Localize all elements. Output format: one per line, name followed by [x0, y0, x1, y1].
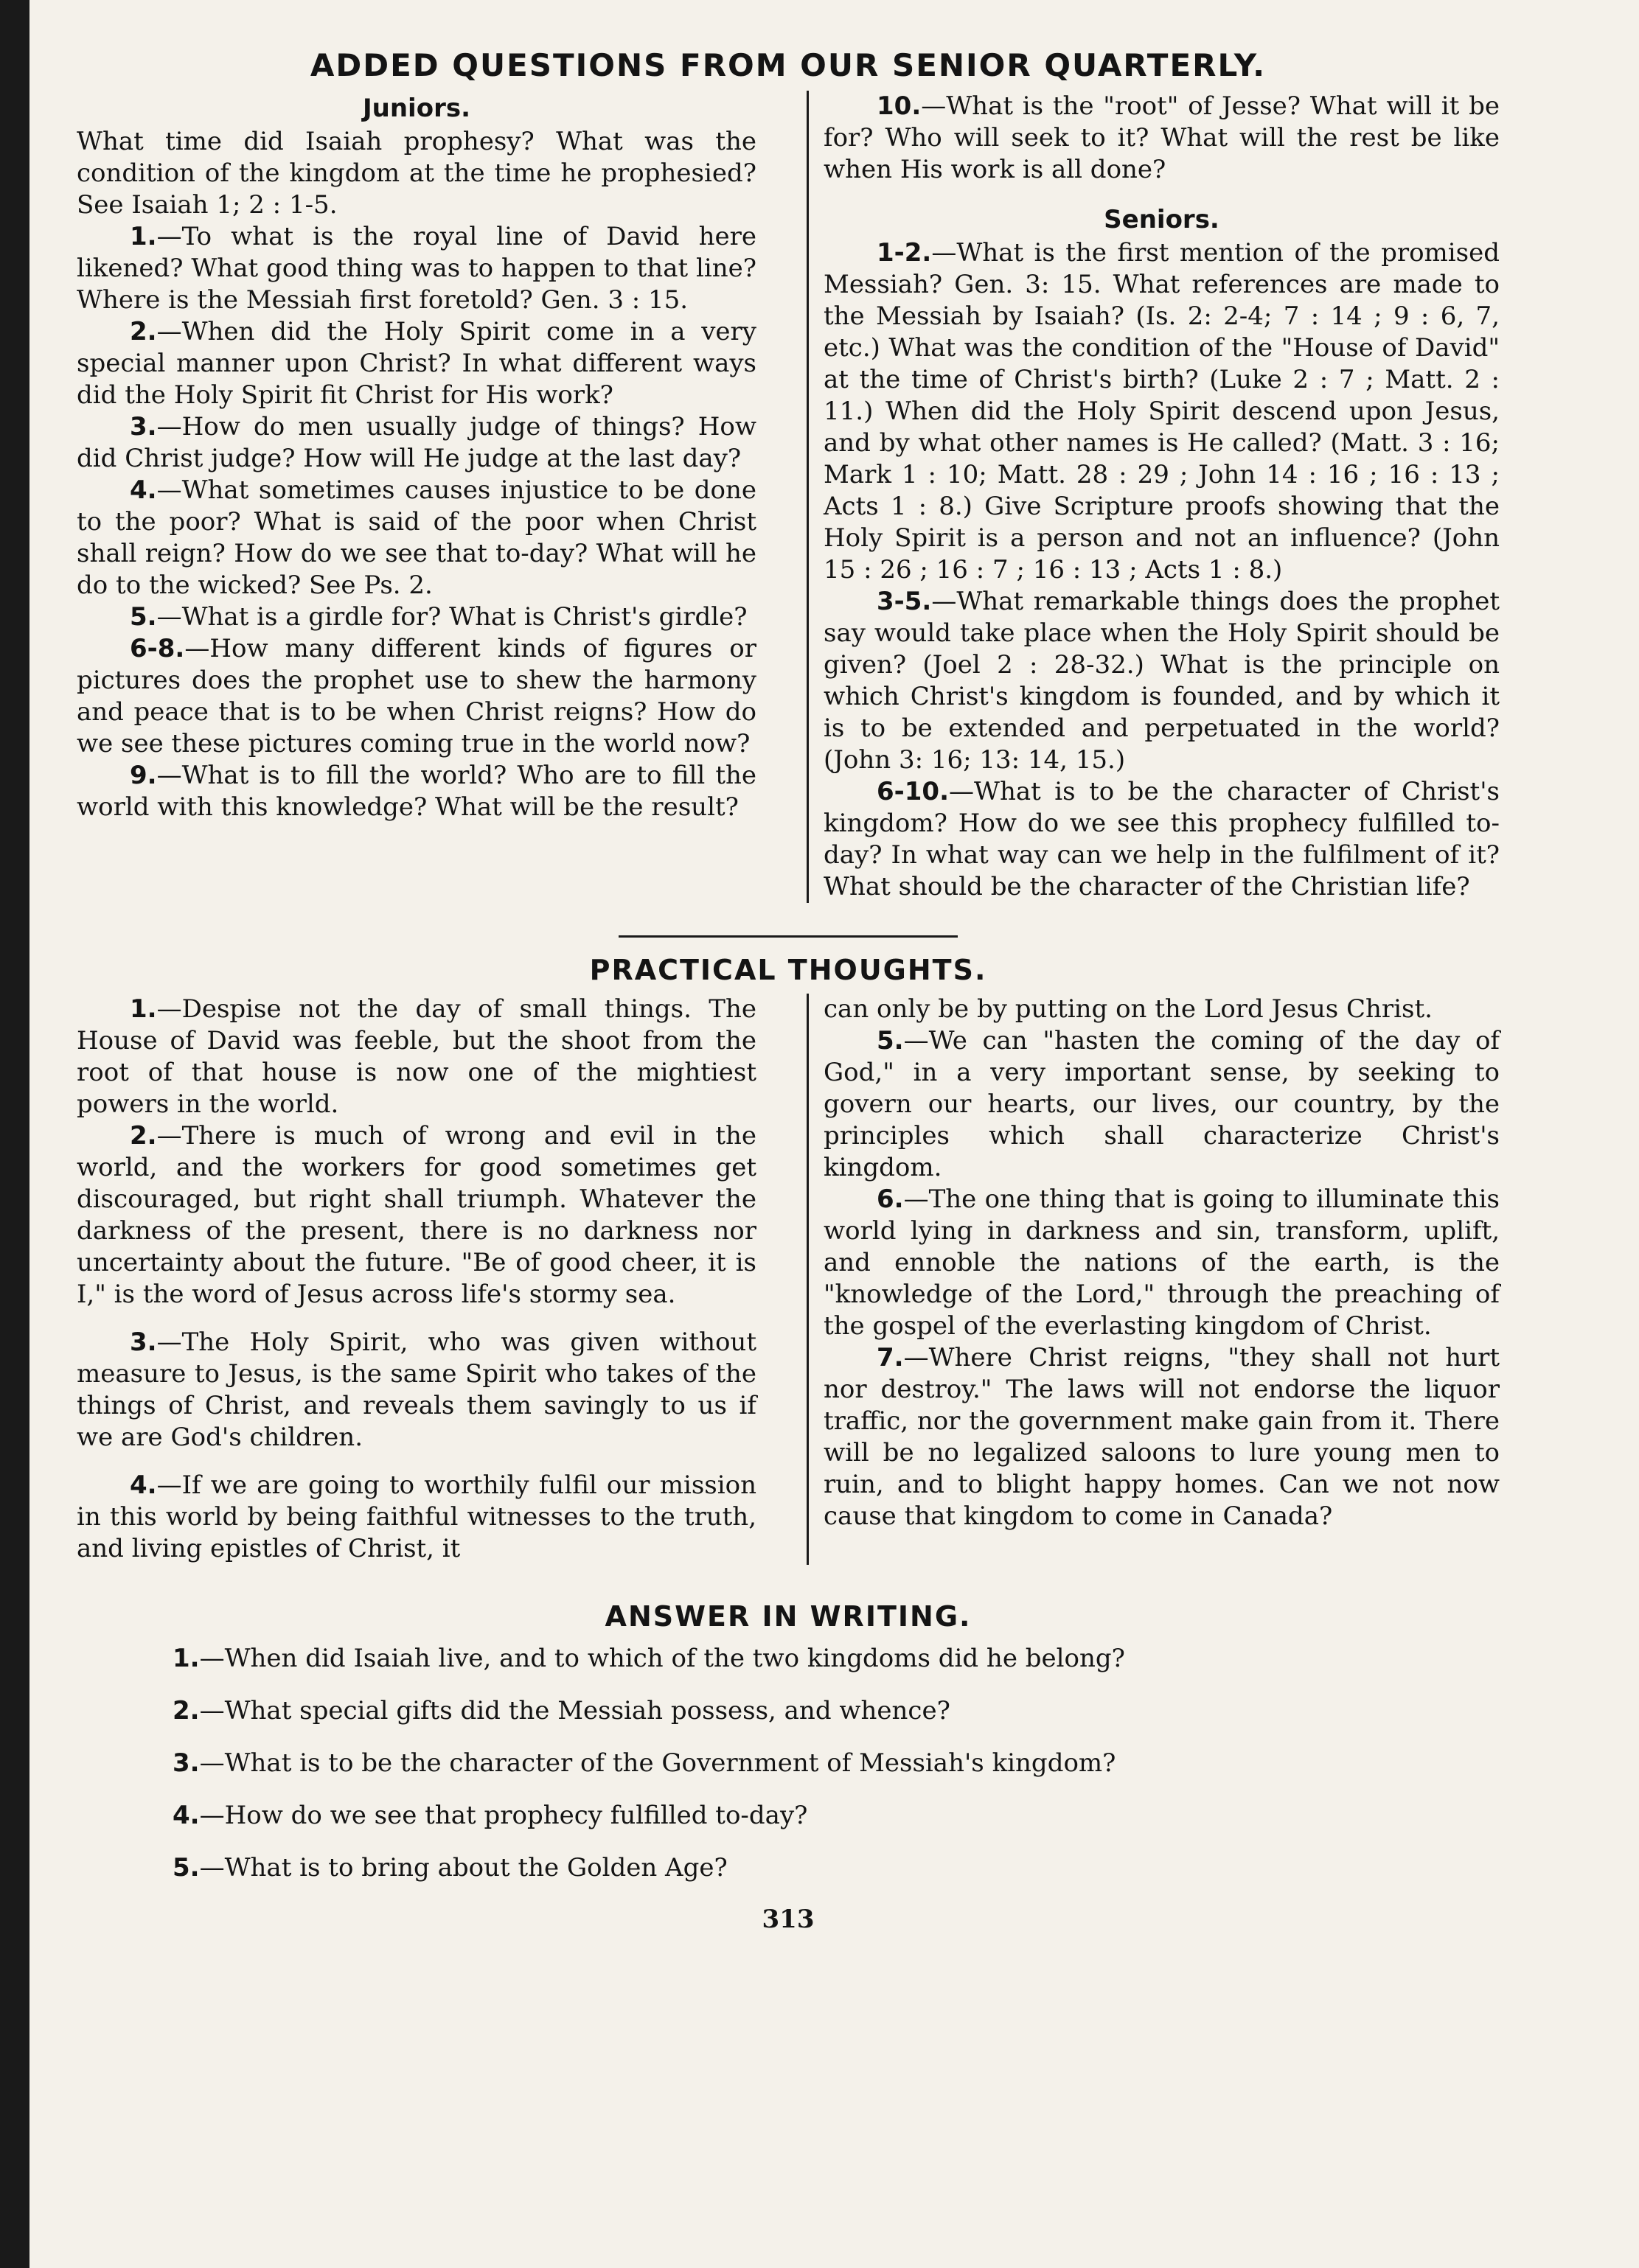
practical-thought-4-continued: can only be by putting on the Lord Jesus Christ. [824, 994, 1433, 1024]
juniors-q1: 1.—To what is the royal line of David here likened? What good thing was to happen to that line? Where is the Messiah first foretold? Gen. 3 : 15. [77, 222, 756, 315]
practical-thought-4: 4.—If we are going to worthily fulfil our mission in this world by being faithful witnesses to the truth, and living epistles of Christ, it [77, 1470, 756, 1563]
juniors-heading: Juniors. [363, 94, 470, 123]
page-number: 313 [762, 1905, 815, 1934]
practical-thought-6: 6.—The one thing that is going to illuminate this world lying in darkness and sin, transform, uplift, and ennoble the nations of the earth, is the "knowledge of the Lord," through the preaching of the gospel of the everlasting kingdom of Christ. [824, 1184, 1500, 1341]
juniors-q2: 2.—When did the Holy Spirit come in a very special manner upon Christ? In what different ways did the Holy Spirit fit Christ for His work? [77, 317, 756, 410]
answer-question-1: 1.—When did Isaiah live, and to which of the two kingdoms did he belong? [173, 1644, 1125, 1673]
seniors-q1-2: 1-2.—What is the first mention of the promised Messiah? Gen. 3: 15. What references are made to the Messiah by Isaiah? (Is. 2: 2-4; 7 : 14 ; 9 : 6, 7, etc.) What was the condition of the "House of David" at the time of Christ's birth? (Luke 2 : 7 ; Matt. 2 : 11.) When did the Holy Spirit descend upon Jesus, and by what other names is He called? (Matt. 3 : 16; Mark 1 : 10; Matt. 28 : 29 ; John 14 : 16 ; 16 : 13 ; Acts 1 : 8.) Give Scripture proofs showing that the Holy Spirit is a person and not an influence? (John 15 : 26 ; 16 : 7 ; 16 : 13 ; Acts 1 : 8.) [824, 238, 1500, 585]
practical-left-column [77, 994, 770, 1565]
practical-thought-3: 3.—The Holy Spirit, who was given without measure to Jesus, is the same Spirit who takes of the things of Christ, and reveals them savingly to us if we are God's children. [77, 1327, 756, 1452]
juniors-q6-8: 6-8.—How many different kinds of figures or pictures does the prophet use to shew the harmony and peace that is to be when Christ reigns? How do we see these pictures coming true in the world now? [77, 634, 756, 758]
questions-columns [77, 91, 1500, 903]
answer-question-4: 4.—How do we see that prophecy fulfilled to-day? [173, 1801, 808, 1830]
seniors-q6-10: 6-10.—What is to be the character of Christ's kingdom? How do we see this prophecy fulfilled to-day? In what way can we help in the fulfilment of it? What should be the character of the Christian life? [824, 777, 1500, 901]
section-title: ADDED QUESTIONS FROM OUR SENIOR QUARTERLY. [310, 47, 1267, 83]
answer-list [173, 1643, 1500, 1884]
practical-right-column [807, 994, 1500, 1565]
left-column [77, 91, 770, 903]
answer-question-3: 3.—What is to be the character of the Government of Messiah's kingdom? [173, 1748, 1116, 1778]
answer-title: ANSWER IN WRITING. [605, 1600, 972, 1633]
practical-thought-2: 2.—There is much of wrong and evil in the world, and the workers for good sometimes get discouraged, but right shall triumph. Whatever the darkness of the present, there is no darkness nor uncertainty about the future. "Be of good cheer, it is I," is the word of Jesus across life's stormy sea. [77, 1121, 756, 1309]
answer-question-2: 2.—What special gifts did the Messiah possess, and whence? [173, 1696, 950, 1726]
practical-title: PRACTICAL THOUGHTS. [589, 954, 987, 986]
seniors-q3-5: 3-5.—What remarkable things does the prophet say would take place when the Holy Spirit should be given? (Joel 2 : 28-32.) What is the principle on which Christ's kingdom is founded, and by which it is to be extended and perpetuated in the world? (John 3: 16; 13: 14, 15.) [824, 587, 1500, 775]
page [77, 47, 1500, 1934]
juniors-q10: 10.—What is the "root" of Jesse? What will it be for? Who will seek to it? What will the rest be like when His work is all done? [824, 91, 1500, 184]
practical-thought-1: 1.—Despise not the day of small things. The House of David was feeble, but the shoot from the root of that house is now one of the mightiest powers in the world. [77, 994, 756, 1119]
seniors-heading: Seniors. [1104, 205, 1219, 234]
answer-question-5: 5.—What is to bring about the Golden Age? [173, 1853, 728, 1883]
practical-columns [77, 994, 1500, 1565]
right-column [807, 91, 1500, 903]
juniors-intro: What time did Isaiah prophesy? What was the condition of the kingdom at the time he prophesied? See Isaiah 1; 2 : 1-5. [77, 127, 756, 220]
section-divider [619, 935, 958, 938]
juniors-q5: 5.—What is a girdle for? What is Christ's girdle? [130, 602, 748, 632]
juniors-q9: 9.—What is to fill the world? Who are to fill the world with this knowledge? What will be the result? [77, 761, 756, 822]
juniors-q3: 3.—How do men usually judge of things? How did Christ judge? How will He judge at the last day? [77, 412, 756, 473]
practical-thought-7: 7.—Where Christ reigns, "they shall not hurt nor destroy." The laws will not endorse the liquor traffic, nor the government make gain from it. There will be no legalized saloons to lure young men to ruin, and to blight happy homes. Can we not now cause that kingdom to come in Canada? [824, 1343, 1500, 1531]
page-edge-bar [0, 0, 29, 2268]
practical-thought-5: 5.—We can "hasten the coming of the day of God," in a very important sense, by seeking to govern our hearts, our lives, our country, by the principles which shall characterize Christ's kingdom. [824, 1026, 1500, 1182]
juniors-q4: 4.—What sometimes causes injustice to be done to the poor? What is said of the poor when Christ shall reign? How do we see that to-day? What will he do to the wicked? See Ps. 2. [77, 475, 756, 600]
